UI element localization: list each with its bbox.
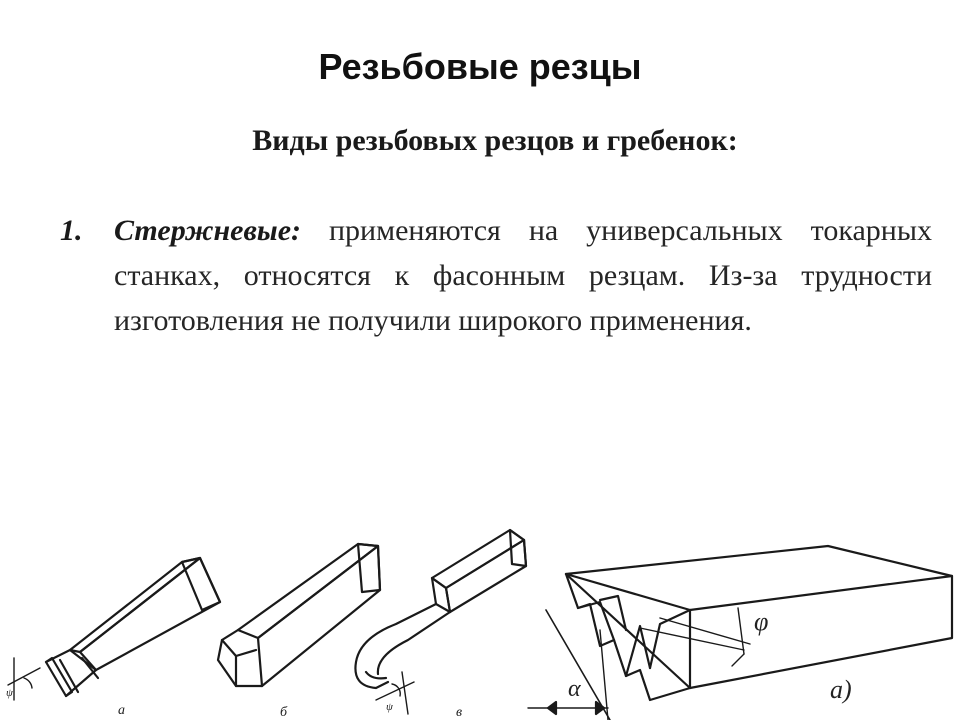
label-psi-a: ψ [6, 687, 13, 699]
list-item [60, 208, 932, 343]
label-a-right: а) [830, 675, 852, 704]
chaser-drawing [528, 546, 952, 720]
label-alpha: α [568, 676, 581, 702]
slide-title: Резьбовые резцы [318, 46, 642, 87]
label-v: в [456, 705, 463, 720]
cutter-v-drawing [355, 530, 526, 714]
label-b: б [280, 705, 288, 720]
label-a: а [118, 703, 125, 718]
list-item-description: применяются на универсальных токарных станках, относятся к фасонным резцам. Из-за трудности изготовления не получили широкого применения. [114, 214, 933, 337]
list-item-term: Стержневые: [114, 214, 302, 247]
slide-subtitle: Виды резьбовых резцов и гребенок: [252, 124, 738, 157]
label-phi: φ [754, 607, 769, 636]
cutter-a-drawing [8, 558, 220, 700]
list-item-text [114, 208, 932, 343]
label-psi-v: ψ [386, 701, 393, 713]
list-item-number: 1. [60, 214, 83, 247]
thread-cutters-figure [0, 500, 960, 720]
